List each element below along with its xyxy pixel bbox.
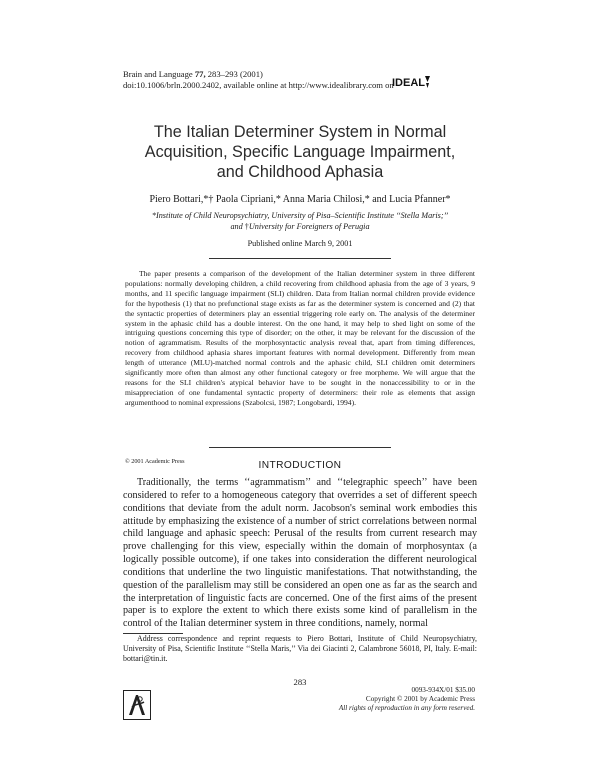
title-line-2: Acquisition, Specific Language Impairment, bbox=[144, 143, 456, 161]
abstract-text: The paper presents a comparison of the development of the Italian determiner system in three different populations: normally developing children, a child recovering from childhood aphasia from the age of 3 years, 9 months, and 11 specific language impairment (SLI) children. Data from Italian normal children provide evidence for the hypothesis (1) that no prefunctional stage exists as far as the determiner system is concerned and (2) that the syntactic properties of determiners play an essential triggering role early on. The analysis of the determiner system in the aphasic child has a double interest. On the one hand, it may help to shed light on some of the intriguing questions concerning this type of disorder; on the other, it may be relevant for the discussion of the notion of agrammatism. Results of the morphosyntactic analysis reveal that, apart from timing differences, recovery from childhood aphasia shares important features with normal development. Differently from mean length of utterance (MLU)-matched normal controls and the aphasic child, SLI children omit determiners significantly more often than almost any other functional category or free morpheme. We will argue that the reasons for the SLI children's atypical behavior have to be sought in the nonaccessibility to or in the misappreciation of one fundamental syntactic property of determiners: their role as elements that assign argumenthood to nominal expressions (Szabolcsi, 1987; Longobardi, 1994). bbox=[125, 269, 475, 407]
affiliation-line-2: and †University for Foreigners of Perugia bbox=[230, 222, 370, 231]
publisher-copyright: Copyright © 2001 by Academic Press bbox=[365, 695, 475, 703]
journal-pages-year: 283–293 (2001) bbox=[207, 69, 263, 79]
title-line-3: and Childhood Aphasia bbox=[216, 163, 384, 181]
affiliation-line-1: *Institute of Child Neuropsychiatry, University of Pisa–Scientific Institute ‘‘Stella Maris;’’ bbox=[151, 211, 449, 220]
section-heading-introduction: INTRODUCTION bbox=[258, 460, 342, 471]
affiliations bbox=[90, 210, 510, 232]
journal-name: Brain and Language bbox=[123, 69, 193, 79]
doi-line: doi:10.1006/brln.2000.2402, available online at http://www.idealibrary.com on bbox=[123, 80, 394, 90]
rights-notice bbox=[300, 686, 475, 713]
academic-press-logo bbox=[123, 690, 151, 720]
abstract-copyright: © 2001 Academic Press bbox=[125, 458, 185, 465]
correspondence-footnote: Address correspondence and reprint requests to Piero Bottari, Institute of Child Neuropsychiatry, University of Pisa, Scientific Institute ‘‘Stella Maris,’’ Via dei Giacinti 2, Calambrone 56018, PI, Italy. E-mail: bottari@tin.it. bbox=[123, 634, 477, 663]
page-number: 283 bbox=[293, 677, 307, 687]
introduction-paragraph: Traditionally, the terms ‘‘agrammatism’’ and ‘‘telegraphic speech’’ have been considered to refer to a homogeneous category that overrides a set of different speech conditions that deviate from the adult norm. Jacobson's seminal work embodies this attitude by emphasizing the existence of a number of strict correlations between normal child language and aphasic speech: Perusal of the results from current research may prove challenging for this view, especially within the domain of morphosyntax (a logically possible outcome), if one takes into consideration the different neurological conditions that underline the two linguistic manifestations. That notwithstanding, the question of the parallelism may still be considered an open one as far as the search and the interpretation of linguistic facts are concerned. One of the first aims of the present paper is to explore the extent to which there exists some kind of parallelism in the control of the Italian determiner system in three conditions, namely, normal bbox=[123, 477, 477, 630]
author-list: Piero Bottari,*† Paola Cipriani,* Anna Maria Chilosi,* and Lucia Pfanner* bbox=[149, 194, 451, 205]
journal-volume: 77, bbox=[194, 69, 206, 79]
reproduction-rights: All rights of reproduction in any form reserved. bbox=[338, 704, 475, 712]
article-title bbox=[100, 122, 500, 182]
ideal-library-logo bbox=[392, 74, 432, 90]
title-line-1: The Italian Determiner System in Normal bbox=[153, 123, 447, 141]
journal-citation bbox=[123, 69, 263, 80]
abstract-top-rule bbox=[209, 258, 391, 259]
ideal-logo-text: IDEAL bbox=[392, 77, 425, 89]
abstract-bottom-rule bbox=[209, 447, 391, 448]
published-date: Published online March 9, 2001 bbox=[247, 239, 353, 248]
issn-price: 0093-934X/01 $35.00 bbox=[411, 686, 475, 694]
